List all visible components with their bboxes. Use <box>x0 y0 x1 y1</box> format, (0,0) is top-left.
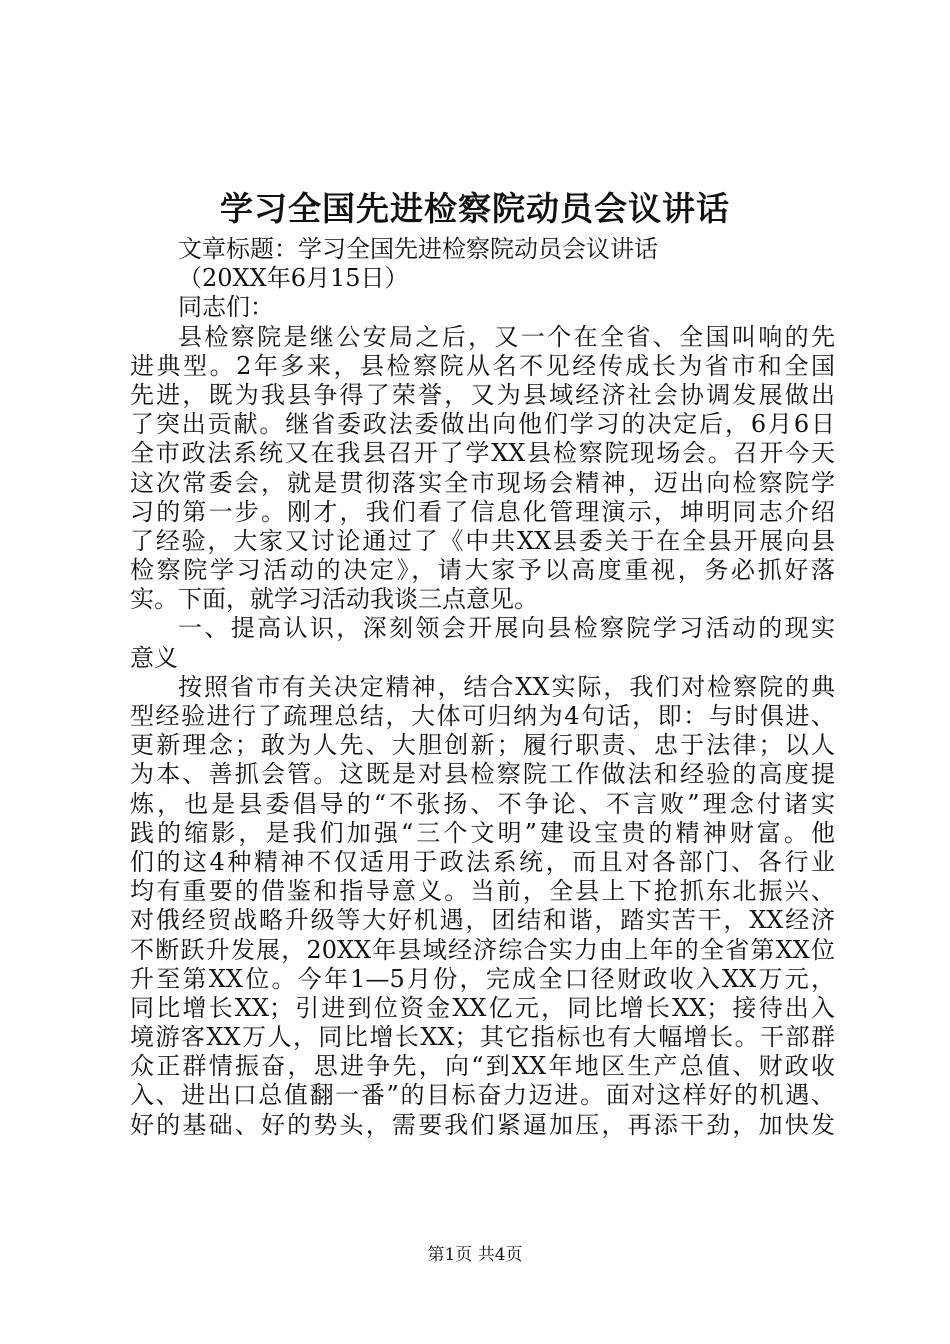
text-line: 全市政法系统又在我县召开了学XX县检察院现场会。召开今天 <box>130 439 835 468</box>
text-line: 实。下面，就学习活动我谈三点意见。 <box>130 585 538 614</box>
salutation-line: 同志们： <box>178 293 274 322</box>
text-line: 均有重要的借鉴和指导意义。当前，全县上下抢抓东北振兴、 <box>130 877 835 906</box>
text-line: 同比增长XX；引进到位资金XX亿元，同比增长XX；接待出入 <box>130 993 835 1022</box>
text-line: 为本、善抓会管。这既是对县检察院工作做法和经验的高度提 <box>130 760 835 789</box>
section-heading-line: 意义 <box>130 643 178 672</box>
text-line: 了突出贡献。继省委政法委做出向他们学习的决定后，6月6日 <box>130 410 835 439</box>
text-line: 更新理念；敢为人先、大胆创新；履行职责、忠于法律；以人 <box>130 731 835 760</box>
text-line: 不断跃升发展，20XX年县域经济综合实力由上年的全省第XX位 <box>130 935 835 964</box>
document-body <box>130 235 835 1140</box>
text-line: 先进，既为我县争得了荣誉，又为县域经济社会协调发展做出 <box>130 380 835 409</box>
article-title-line: 文章标题：学习全国先进检察院动员会议讲话 <box>178 235 658 263</box>
section-heading-line: 一、提高认识，深刻领会开展向县检察院学习活动的现实 <box>178 614 835 643</box>
document-title: 学习全国先进检察院动员会议讲话 <box>220 189 730 228</box>
text-line: 按照省市有关决定精神，结合XX实际，我们对检察院的典 <box>178 672 835 701</box>
text-line: 众正群情振奋，思进争先，向“到XX年地区生产总值、财政收 <box>130 1052 835 1081</box>
text-line: 入、进出口总值翻一番”的目标奋力迈进。面对这样好的机遇、 <box>130 1081 835 1110</box>
text-line: 县检察院是继公安局之后，又一个在全省、全国叫响的先 <box>178 322 835 351</box>
text-line: 境游客XX万人，同比增长XX；其它指标也有大幅增长。干部群 <box>130 1023 835 1052</box>
text-line: 型经验进行了疏理总结，大体可归纳为4句话，即：与时俱进、 <box>130 702 835 730</box>
text-line: 升至第XX位。今年1—5月份，完成全口径财政收入XX万元， <box>130 964 835 993</box>
text-line: 对俄经贸战略升级等大好机遇，团结和谐，踏实苦干，XX经济 <box>130 906 835 935</box>
text-line: 炼，也是县委倡导的“不张扬、不争论、不言败”理念付诸实 <box>130 789 835 818</box>
date-line: （20XX年6月15日） <box>178 264 409 293</box>
text-line: 这次常委会，就是贯彻落实全市现场会精神，迈出向检察院学 <box>130 468 835 497</box>
text-line: 好的基础、好的势头，需要我们紧逼加压，再添干劲，加快发 <box>130 1110 835 1139</box>
text-line: 检察院学习活动的决定》，请大家予以高度重视，务必抓好落 <box>130 556 835 585</box>
text-line: 了经验，大家又讨论通过了《中共XX县委关于在全县开展向县 <box>130 526 835 555</box>
text-line: 进典型。2年多来，县检察院从名不见经传成长为省市和全国 <box>130 351 835 380</box>
text-line: 习的第一步。刚才，我们看了信息化管理演示，坤明同志介绍 <box>130 497 835 526</box>
page-footer: 第1页 共4页 <box>427 1245 523 1265</box>
text-line: 践的缩影，是我们加强“三个文明”建设宝贵的精神财富。他 <box>130 818 835 847</box>
text-line: 们的这4种精神不仅适用于政法系统，而且对各部门、各行业 <box>130 847 835 876</box>
